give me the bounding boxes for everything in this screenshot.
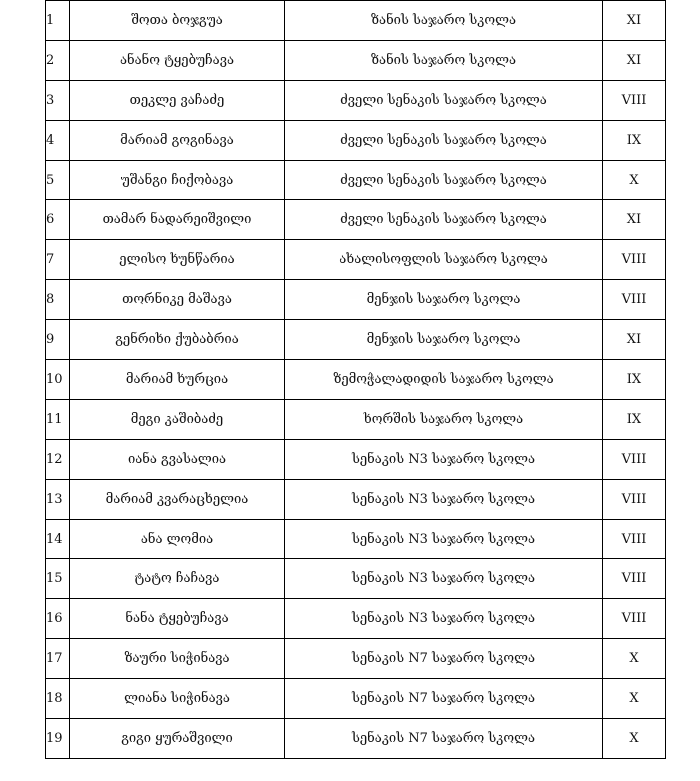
student-name: ტატო ჩაჩავა: [70, 559, 285, 599]
school-name: ზანის საჯარო სკოლა: [285, 40, 603, 80]
grade: XI: [603, 320, 666, 360]
grade: X: [603, 160, 666, 200]
row-number: 16: [46, 599, 70, 639]
school-name: სენაკის N7 საჯარო სკოლა: [285, 719, 603, 759]
student-name: მარიამ ხურცია: [70, 360, 285, 400]
grade: IX: [603, 120, 666, 160]
row-number: 6: [46, 200, 70, 240]
students-table-body: [46, 1, 666, 759]
school-name: ახალისოფლის საჯარო სკოლა: [285, 240, 603, 280]
school-name: სენაკის N3 საჯარო სკოლა: [285, 479, 603, 519]
school-name: სენაკის N7 საჯარო სკოლა: [285, 679, 603, 719]
row-number: 18: [46, 679, 70, 719]
row-number: 13: [46, 479, 70, 519]
grade: XI: [603, 1, 666, 41]
grade: IX: [603, 360, 666, 400]
row-number: 1: [46, 1, 70, 41]
school-name: ძველი სენაკის საჯარო სკოლა: [285, 80, 603, 120]
table-row: [46, 240, 666, 280]
school-name: ზემოჭალადიდის საჯარო სკოლა: [285, 360, 603, 400]
row-number: 14: [46, 519, 70, 559]
grade: VIII: [603, 599, 666, 639]
row-number: 7: [46, 240, 70, 280]
student-name: ნანა ტყებუჩავა: [70, 599, 285, 639]
school-name: სენაკის N3 საჯარო სკოლა: [285, 559, 603, 599]
school-name: ძველი სენაკის საჯარო სკოლა: [285, 160, 603, 200]
students-table: [45, 0, 666, 759]
school-name: სენაკის N7 საჯარო სკოლა: [285, 639, 603, 679]
student-name: ლიანა სიჭინავა: [70, 679, 285, 719]
grade: VIII: [603, 559, 666, 599]
table-row: [46, 40, 666, 80]
grade: XI: [603, 200, 666, 240]
row-number: 4: [46, 120, 70, 160]
row-number: 5: [46, 160, 70, 200]
grade: VIII: [603, 439, 666, 479]
student-name: გიგი ყურაშვილი: [70, 719, 285, 759]
school-name: ხორშის საჯარო სკოლა: [285, 399, 603, 439]
student-name: უშანგი ჩიქობავა: [70, 160, 285, 200]
table-row: [46, 120, 666, 160]
grade: VIII: [603, 80, 666, 120]
student-name: თამარ ნადარეიშვილი: [70, 200, 285, 240]
table-row: [46, 519, 666, 559]
grade: VIII: [603, 240, 666, 280]
table-row: [46, 1, 666, 41]
table-row: [46, 439, 666, 479]
school-name: ძველი სენაკის საჯარო სკოლა: [285, 200, 603, 240]
grade: IX: [603, 399, 666, 439]
table-row: [46, 639, 666, 679]
student-name: თეკლე ვაჩაძე: [70, 80, 285, 120]
grade: X: [603, 639, 666, 679]
table-row: [46, 320, 666, 360]
grade: VIII: [603, 280, 666, 320]
student-name: იანა გვასალია: [70, 439, 285, 479]
student-name: ზაური სიჭინავა: [70, 639, 285, 679]
student-name: მარიამ გოგინავა: [70, 120, 285, 160]
student-name: თორნიკე მაშავა: [70, 280, 285, 320]
grade: X: [603, 719, 666, 759]
row-number: 8: [46, 280, 70, 320]
student-name: მეგი კაშიბაძე: [70, 399, 285, 439]
school-name: სენაკის N3 საჯარო სკოლა: [285, 439, 603, 479]
row-number: 2: [46, 40, 70, 80]
row-number: 15: [46, 559, 70, 599]
student-name: მარიამ კვარაცხელია: [70, 479, 285, 519]
school-name: სენაკის N3 საჯარო სკოლა: [285, 599, 603, 639]
row-number: 11: [46, 399, 70, 439]
student-name: ანანო ტყებუჩავა: [70, 40, 285, 80]
grade: X: [603, 679, 666, 719]
row-number: 9: [46, 320, 70, 360]
grade: VIII: [603, 479, 666, 519]
student-name: გენრიხი ქუბაბრია: [70, 320, 285, 360]
student-name: ელისო ხუნწარია: [70, 240, 285, 280]
school-name: ზანის საჯარო სკოლა: [285, 1, 603, 41]
row-number: 10: [46, 360, 70, 400]
table-row: [46, 160, 666, 200]
school-name: სენაკის N3 საჯარო სკოლა: [285, 519, 603, 559]
row-number: 3: [46, 80, 70, 120]
table-row: [46, 599, 666, 639]
table-row: [46, 200, 666, 240]
school-name: მენჯის საჯარო სკოლა: [285, 320, 603, 360]
table-row: [46, 479, 666, 519]
table-row: [46, 280, 666, 320]
table-row: [46, 80, 666, 120]
row-number: 19: [46, 719, 70, 759]
school-name: მენჯის საჯარო სკოლა: [285, 280, 603, 320]
table-row: [46, 360, 666, 400]
student-name: შოთა ბოჯგუა: [70, 1, 285, 41]
school-name: ძველი სენაკის საჯარო სკოლა: [285, 120, 603, 160]
student-name: ანა ლომია: [70, 519, 285, 559]
table-row: [46, 399, 666, 439]
table-row: [46, 719, 666, 759]
row-number: 12: [46, 439, 70, 479]
table-row: [46, 559, 666, 599]
grade: XI: [603, 40, 666, 80]
row-number: 17: [46, 639, 70, 679]
grade: VIII: [603, 519, 666, 559]
table-row: [46, 679, 666, 719]
